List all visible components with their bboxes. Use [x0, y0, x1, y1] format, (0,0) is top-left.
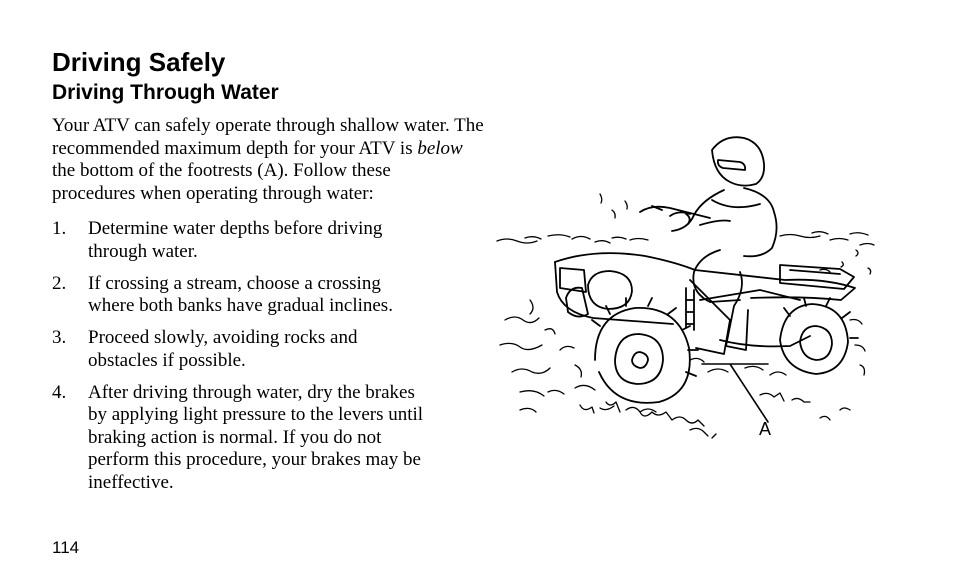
step-line: After driving through water, dry the brakes: [88, 381, 415, 403]
water-ripples: [580, 393, 850, 438]
footrest-leader-line: [702, 364, 768, 422]
step-line: where both banks have gradual inclines.: [88, 295, 393, 316]
section-subtitle: Driving Through Water: [52, 81, 279, 104]
procedure-list: [52, 218, 502, 504]
step-line: perform this procedure, your brakes may be: [88, 449, 421, 470]
rear-wheel: [780, 298, 858, 374]
step-number: 2.: [52, 272, 67, 294]
step-number: 3.: [52, 327, 67, 348]
step-line: Proceed slowly, avoiding rocks and: [88, 327, 358, 348]
step-line: obstacles if possible.: [88, 349, 246, 371]
step-line: by applying light pressure to the levers until: [88, 404, 424, 425]
intro-line-text: recommended maximum depth for your ATV is: [52, 137, 418, 159]
procedure-step: [52, 273, 502, 318]
intro-line: procedures when operating through water:: [52, 182, 374, 204]
step-number: 1.: [52, 218, 67, 239]
step-line: braking action is normal. If you do not: [88, 426, 382, 448]
water-splash: [500, 300, 865, 412]
step-line: through water.: [88, 240, 198, 262]
page-title: Driving Safely: [52, 47, 226, 77]
procedure-step: [52, 218, 502, 263]
atv-water-crossing-illustration: [490, 125, 890, 455]
intro-emphasis: below: [417, 137, 463, 159]
page-number: 114: [52, 538, 80, 557]
front-wheel: [592, 298, 698, 403]
footrest-callout-label: A: [759, 419, 772, 439]
step-line: ineffective.: [88, 471, 174, 493]
intro-line: the bottom of the footrests (A). Follow these: [52, 160, 391, 181]
background-bank: [497, 194, 874, 274]
step-number: 4.: [52, 381, 67, 403]
procedure-step: [52, 327, 502, 372]
step-line: If crossing a stream, choose a crossing: [88, 272, 381, 294]
procedure-step: [52, 382, 502, 495]
intro-line: Your ATV can safely operate through shallow water. The: [52, 115, 484, 136]
step-line: Determine water depths before driving: [88, 218, 383, 239]
